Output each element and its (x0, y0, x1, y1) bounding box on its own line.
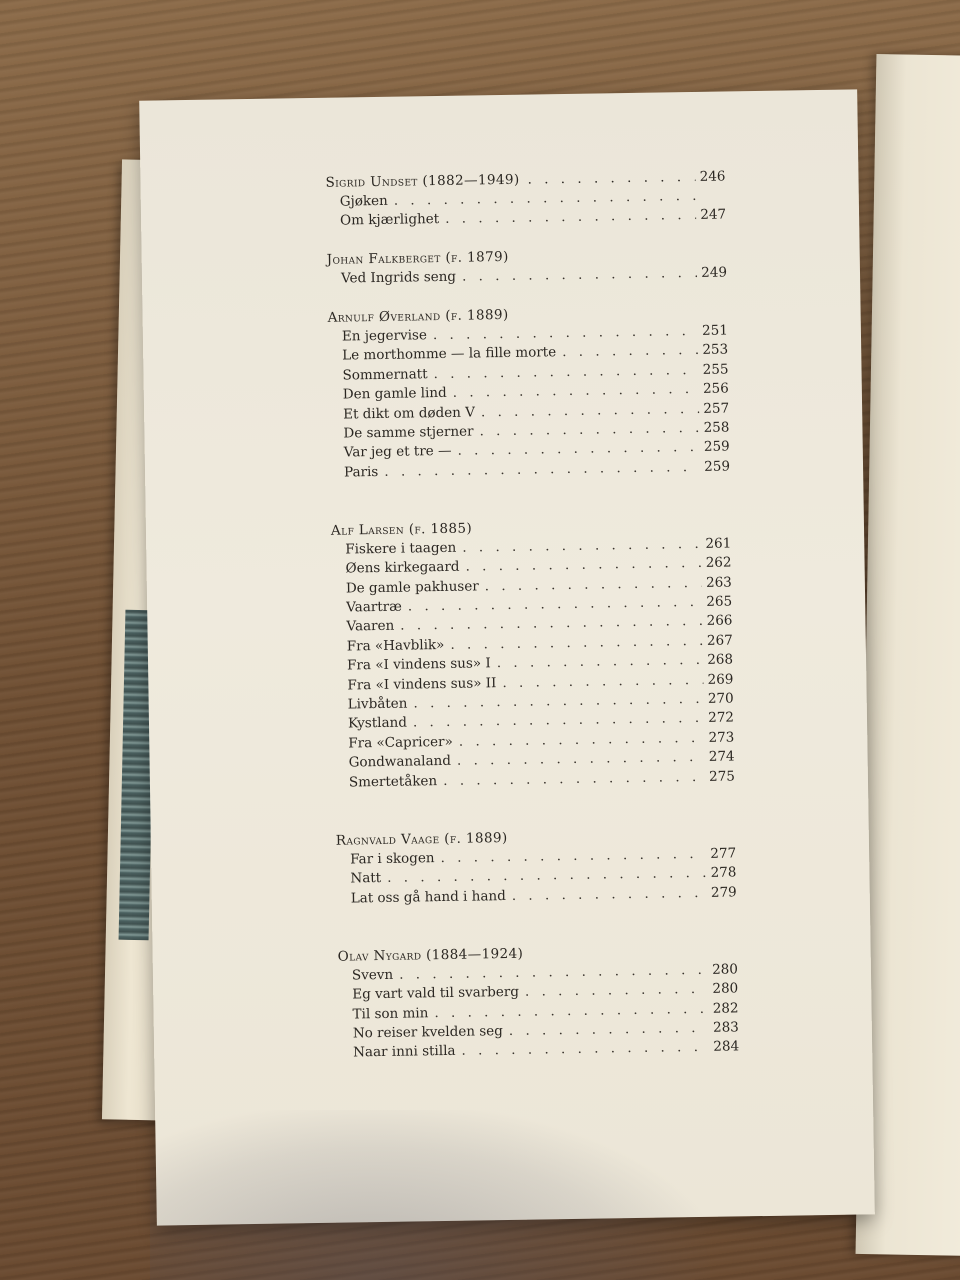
page-number: 259 (704, 458, 731, 475)
author-name: Arnulf Øverland (f. 1889) (327, 306, 509, 326)
page-number: 249 (701, 264, 728, 282)
entry-title: Den gamle lind (342, 385, 447, 403)
toc-section (327, 302, 730, 482)
entry-title: Fra «I vindens sus» I (346, 655, 491, 674)
entry-title: De gamle pakhuser (345, 578, 479, 597)
entry-title: Le morthomme — la fille morte (342, 344, 557, 364)
entry-title: Vaartræ (346, 598, 402, 616)
page-number: 279 (710, 883, 737, 901)
entry-title: Fra «Havblik» (346, 636, 445, 655)
page-number: 251 (701, 322, 729, 339)
page-number: 284 (713, 1038, 740, 1056)
entry-title: Fra «I vindens sus» II (347, 674, 497, 694)
page-number: 263 (705, 574, 732, 591)
entry-title: Fiskere i taagen (345, 539, 457, 558)
dot-leader (562, 341, 698, 363)
dot-leader (445, 206, 696, 229)
page-number: 266 (706, 612, 733, 630)
page-number: 275 (708, 767, 736, 785)
page-number: 259 (703, 438, 730, 456)
entry-title: Sommernatt (342, 365, 428, 384)
author-name: Olav Nygard (1884—1924) (337, 945, 524, 965)
entry-title: Far i skogen (350, 849, 435, 868)
entry-title: Gondwanaland (348, 753, 452, 771)
entry-title: Var jeg et tre — (343, 443, 452, 461)
author-name: Johan Falkberget (f. 1879) (326, 249, 509, 268)
entry-title: Smertetåken (348, 772, 438, 791)
dot-leader (512, 883, 707, 905)
page-number: 253 (702, 341, 729, 359)
page-number: 277 (710, 845, 737, 862)
table-of-contents (325, 168, 739, 1064)
page-number: 269 (707, 671, 734, 688)
entry-title: Fra «Capricer» (348, 733, 453, 752)
toc-section (338, 941, 740, 1063)
page-number: 255 (702, 361, 729, 378)
page-number: 247 (700, 206, 727, 224)
entry-title: Vaaren (346, 618, 395, 635)
entry-title: Gjøken (339, 192, 388, 210)
page-number: 258 (703, 419, 730, 436)
entry-title: Svevn (351, 966, 394, 984)
toc-section (325, 168, 726, 232)
entry-title: Et dikt om døden V (343, 403, 476, 423)
page-number: 246 (699, 168, 726, 185)
entry-title: De samme stjerner (343, 423, 474, 442)
entry-title: Om kjærlighet (339, 211, 440, 229)
entry-title: Livbåten (347, 695, 408, 713)
page-number: 257 (703, 399, 730, 417)
entry-title: Paris (343, 463, 379, 481)
page-number: 273 (708, 729, 735, 746)
page-number: 262 (705, 554, 732, 572)
author-name: Sigrid Undset (1882—1949) (325, 171, 520, 191)
author-name: Ragnvald Vaage (f. 1889) (335, 829, 508, 849)
entry-title: Kystland (347, 714, 408, 732)
page-number: 261 (705, 535, 732, 552)
toc-section (331, 515, 735, 792)
dot-leader (384, 458, 700, 482)
entry-title: Natt (350, 870, 382, 887)
entry-title: Til son min (352, 1004, 429, 1022)
page-number: 270 (707, 690, 734, 707)
dot-leader (443, 767, 705, 791)
entry-title: Naar inni stilla (353, 1043, 456, 1061)
entry-title: Lat oss gå hand i hand (350, 887, 506, 907)
entry-title: Eg vart vald til svarberg (352, 983, 520, 1003)
page-number: 283 (712, 1019, 739, 1036)
page-number: 278 (710, 864, 737, 881)
page-number: 280 (712, 980, 739, 997)
page-number: 272 (708, 709, 735, 727)
dot-leader (462, 264, 697, 287)
book-page (139, 89, 875, 1225)
author-name: Alf Larsen (f. 1885) (330, 520, 473, 539)
page-number: 265 (706, 593, 733, 610)
dot-leader (461, 1038, 709, 1061)
page-number: 256 (702, 380, 729, 398)
page-number: 282 (712, 999, 739, 1017)
entry-title: No reiser kvelden seg (352, 1023, 503, 1042)
entry-title: En jegervise (341, 327, 428, 345)
page-number: 280 (712, 961, 739, 978)
toc-section (327, 245, 728, 290)
page-number: 274 (708, 748, 735, 766)
entry-title: Øens kirkegaard (345, 559, 460, 577)
toc-section (336, 825, 737, 908)
page-number: 267 (706, 632, 733, 649)
page-number: 268 (707, 651, 734, 669)
entry-title: Ved Ingrids seng (340, 268, 457, 287)
